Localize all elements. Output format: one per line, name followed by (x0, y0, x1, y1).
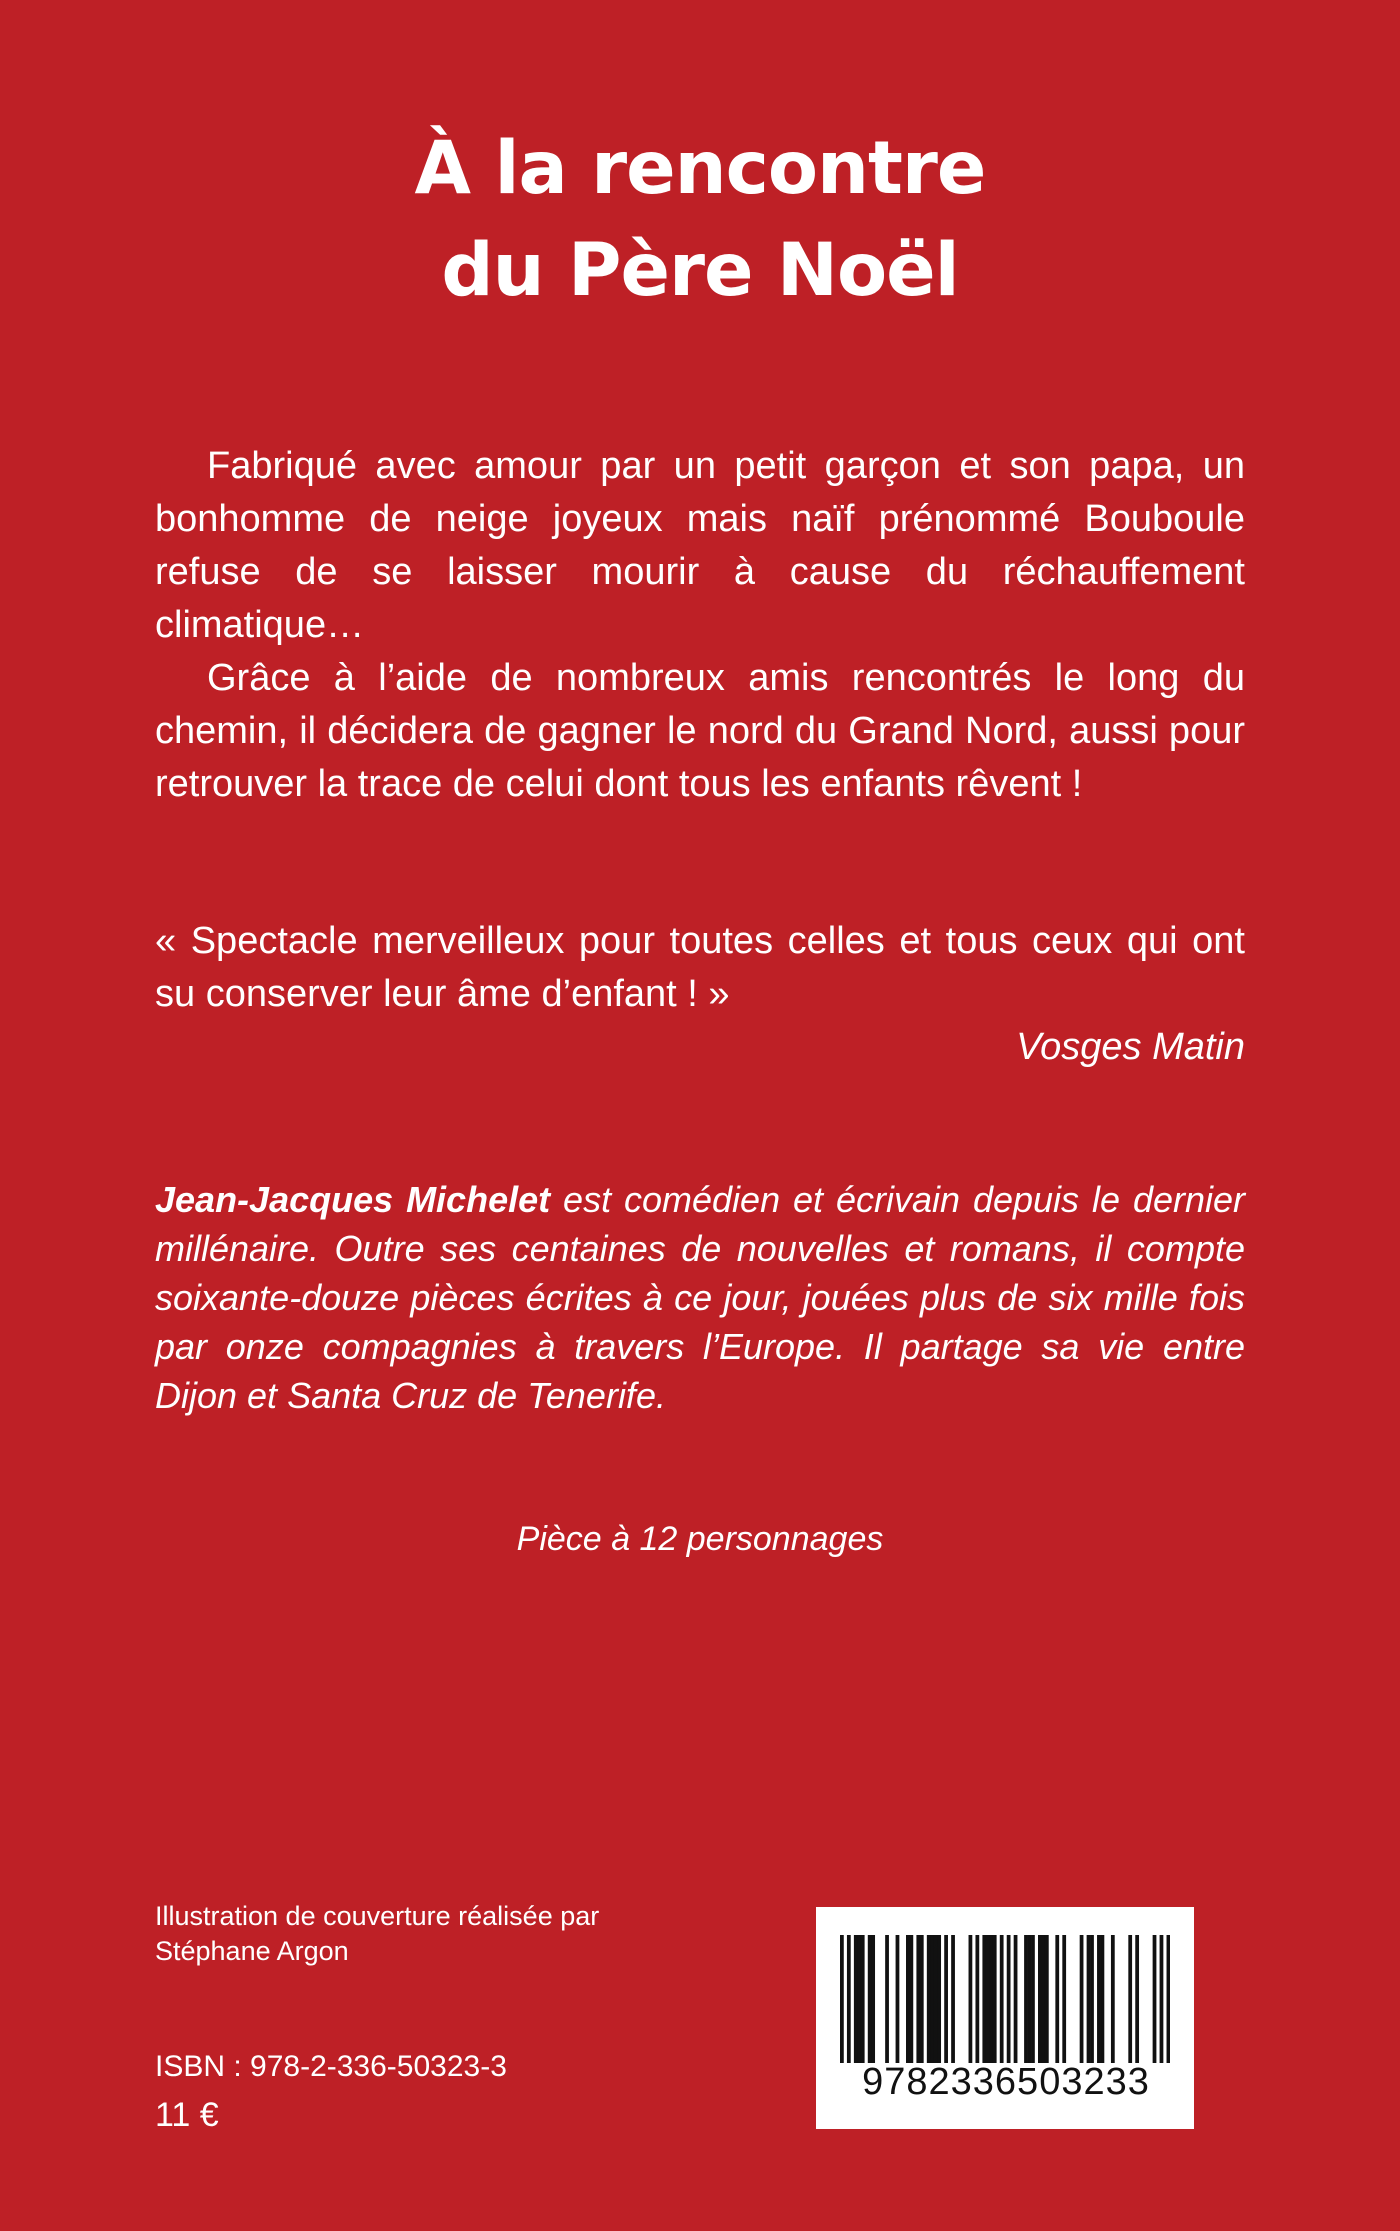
illustration-credits (155, 1899, 599, 1969)
barcode-bar (840, 1935, 844, 2063)
barcode-bar (1111, 1935, 1115, 2063)
barcode-digits: 9782336503233 (862, 2061, 1150, 2103)
barcode-bar (1090, 1935, 1094, 2063)
cast-count: Pièce à 12 personnages (516, 1520, 884, 1558)
barcode-bar (885, 1935, 889, 2063)
barcode-bar (927, 1935, 931, 2063)
blurb-paragraph-1: Fabriqué avec amour par un petit garçon et son papa, un bonhomme de neige joyeux mais naïf prénommé Bouboule refuse de se laisser mourir à cause du réchauffement climatique… (155, 445, 1245, 646)
barcode-bar (1153, 1935, 1157, 2063)
credits-line-1: Illustration de couverture réalisée par (155, 1901, 600, 1931)
book-title (0, 118, 1400, 322)
barcode-bar (1007, 1935, 1011, 2063)
barcode-bar (1041, 1935, 1045, 2063)
barcode-bar (916, 1935, 920, 2063)
blurb (155, 440, 1245, 811)
author-bio (155, 1175, 1245, 1420)
quote-source: Vosges Matin (1016, 1026, 1245, 1068)
barcode-bar (854, 1935, 858, 2063)
isbn: ISBN : 978-2-336-50323-3 (155, 2050, 507, 2083)
barcode-bar (1080, 1935, 1084, 2063)
barcode-bar (1097, 1935, 1101, 2063)
barcode-bar (871, 1935, 875, 2063)
barcode-bars (840, 1935, 1170, 2063)
quote-text: « Spectacle merveilleux pour toutes celles et tous ceux qui ont su conserver leur âme d’enfant ! » (155, 920, 1245, 1015)
barcode-bar (896, 1935, 900, 2063)
barcode-bar (1167, 1935, 1170, 2063)
barcode-bar (934, 1935, 938, 2063)
barcode-bar (1087, 1935, 1091, 2063)
barcode-bar (951, 1935, 955, 2063)
barcode-bar (909, 1935, 913, 2063)
title-line-1: À la rencontre (414, 126, 986, 211)
barcode-bar (1101, 1935, 1105, 2063)
blurb-paragraph-2: Grâce à l’aide de nombreux amis rencontrés le long du chemin, il décidera de gagner le nord du Grand Nord, aussi pour retrouver la trace de celui dont tous les enfants rêvent ! (155, 657, 1245, 805)
barcode-bar (993, 1935, 997, 2063)
barcode-bar (1031, 1935, 1035, 2063)
barcode-bar (944, 1935, 948, 2063)
barcode-bar (969, 1935, 973, 2063)
press-quote (155, 915, 1245, 1074)
barcode-bar (861, 1935, 865, 2063)
barcode-bar (986, 1935, 990, 2063)
barcode-bar (1135, 1935, 1139, 2063)
barcode-bar (920, 1935, 924, 2063)
price: 11 € (155, 2096, 219, 2134)
barcode-bar (1000, 1935, 1004, 2063)
barcode-bar (1038, 1935, 1042, 2063)
barcode-bar (1045, 1935, 1049, 2063)
barcode-bar (857, 1935, 861, 2063)
barcode (816, 1907, 1194, 2129)
barcode-bar (847, 1935, 851, 2063)
barcode-bar (975, 1935, 979, 2063)
barcode-bar (1028, 1935, 1032, 2063)
author-bio-text: est comédien et écrivain depuis le dernier millénaire. Outre ses centaines de nouvelles et romans, il compte soixante-douze pièces écrites à ce jour, jouées plus de six mille fois par onze compagnies à travers l’Europe. Il partage sa vie entre Dijon et Santa Cruz de Tenerife. (155, 1179, 1245, 1416)
barcode-bar (982, 1935, 986, 2063)
barcode-bar (1055, 1935, 1059, 2063)
barcode-bar (868, 1935, 872, 2063)
title-line-2: du Père Noël (441, 228, 959, 313)
barcode-bar (1062, 1935, 1066, 2063)
barcode-bar (930, 1935, 934, 2063)
barcode-bar (989, 1935, 993, 2063)
barcode-bar (1014, 1935, 1018, 2063)
author-name: Jean-Jacques Michelet (155, 1179, 551, 1220)
barcode-bar (937, 1935, 941, 2063)
barcode-bar (1024, 1935, 1028, 2063)
barcode-bar (1160, 1935, 1164, 2063)
barcode-bar (906, 1935, 910, 2063)
credits-line-2: Stéphane Argon (155, 1936, 349, 1966)
barcode-bar (1128, 1935, 1132, 2063)
